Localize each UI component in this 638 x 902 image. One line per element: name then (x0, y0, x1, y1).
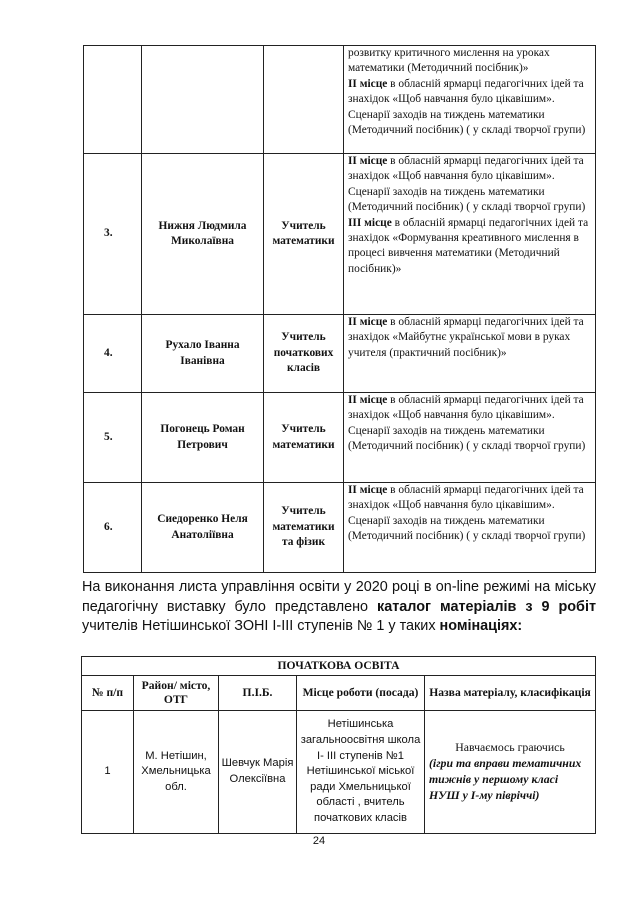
number-cell: 6. (84, 483, 142, 573)
number-cell: 5. (84, 393, 142, 483)
position-cell: Учитель математики та фізик (264, 483, 344, 573)
name-cell: Погонець Роман Петрович (142, 393, 264, 483)
material-title: Навчаємось граючись (455, 740, 565, 755)
table-row (84, 393, 596, 483)
name-cell (142, 46, 264, 154)
award-place: ІІІ місце (348, 216, 392, 229)
name-cell: Рухало Іванна Іванівна (142, 315, 264, 393)
position-cell (264, 46, 344, 154)
page-number: 24 (312, 835, 326, 847)
awards-cell (344, 154, 596, 315)
awards-cell (344, 393, 596, 483)
section-title-row (82, 657, 596, 676)
award-place: ІІ місце (348, 77, 388, 90)
number-cell (84, 46, 142, 154)
number-cell: 3. (84, 154, 142, 315)
section-title: ПОЧАТКОВА ОСВІТА (82, 657, 596, 676)
row-pib: Шевчук Марія Олексіївна (219, 711, 297, 834)
row-num: 1 (82, 711, 134, 834)
award-text: розвитку критичного мислення на уроках математики (Методичний посібник)» (348, 47, 550, 75)
awards-cell (344, 315, 596, 393)
table-row (84, 46, 596, 154)
header-district: Район/ місто, ОТГ (134, 676, 219, 711)
award-place: ІІ місце (348, 484, 388, 496)
table-row (84, 154, 596, 315)
award-place: ІІ місце (348, 155, 388, 167)
header-workplace: Місце роботи (посада) (297, 676, 425, 711)
row-material (425, 711, 596, 834)
catalog-emphasis: каталог матеріалів з 9 робіт (377, 598, 596, 615)
position-cell: Учитель математики (264, 154, 344, 315)
header-row (82, 676, 596, 711)
award-text: ІІ місце в обласній ярмарці педагогічних ідей та знахідок «Майбутнє української мови в руках учителя (практичний посібник)» (348, 316, 584, 359)
catalog-table (81, 656, 596, 834)
table-row (84, 315, 596, 393)
award-place: ІІ місце (348, 316, 388, 328)
awards-cell (344, 483, 596, 573)
award-text: ІІ місце в обласній ярмарці педагогічних ідей та знахідок «Щоб навчання було цікавішим». Сценарії заходів на тиждень математики (Методичний посібник) ( у складі творчої групи) (348, 484, 586, 543)
position-cell: Учитель математики (264, 393, 344, 483)
award-text: ІІ місце в обласній ярмарці педагогічних ідей та знахідок «Щоб навчання було цікавішим». Сценарії заходів на тиждень математики (Методичний посібник) ( у складі творчої групи) (348, 155, 586, 214)
header-material: Назва матеріалу, класифікація (425, 676, 596, 711)
award-text: ІІІ місце в обласній ярмарці педагогічних ідей та знахідок «Формування креативного мислення в процесі вивчення математики (Методичний посібник)» (348, 216, 589, 275)
awards-cell (344, 46, 596, 154)
award-place: ІІ місце (348, 394, 388, 406)
name-cell: Нижня Людмила Миколаївна (142, 154, 264, 315)
row-workplace: Нетішинська загальноосвітня школа І- ІІІ ступенів №1 Нетішинської міської ради Хмельницької області , вчитель початкових класів (297, 711, 425, 834)
row-district: М. Нетішин, Хмельницька обл. (134, 711, 219, 834)
award-text: ІІ місце в обласній ярмарці педагогічних ідей та знахідок «Щоб навчання було цікавішим». Сценарії заходів на тиждень математики (Методичний посібник) ( у складі творчої групи) (348, 77, 586, 137)
award-text: ІІ місце в обласній ярмарці педагогічних ідей та знахідок «Щоб навчання було цікавішим». Сценарії заходів на тиждень математики (Методичний посібник) ( у складі творчої групи) (348, 394, 586, 453)
position-cell: Учитель початкових класів (264, 315, 344, 393)
number-cell: 4. (84, 315, 142, 393)
table-row (84, 483, 596, 573)
body-paragraph: На виконання листа управління освіти у 2020 році в on-line режимі на міську педагогічну виставку було представлено каталог матеріалів з 9 робіт учителів Нетішинської ЗОНІ І-ІІІ ступенів № 1 у таких номінаціях: (82, 579, 596, 634)
nominations-emphasis: номінаціях: (439, 618, 523, 634)
awards-table (83, 45, 596, 573)
header-num: № п/п (82, 676, 134, 711)
material-classification: (ігри та вправи тематичних тижнів у першому класі НУШ у І-му півріччі) (429, 756, 582, 802)
table-row (82, 711, 596, 834)
header-pib: П.І.Б. (219, 676, 297, 711)
name-cell: Сиедоренко Неля Анатоліївна (142, 483, 264, 573)
